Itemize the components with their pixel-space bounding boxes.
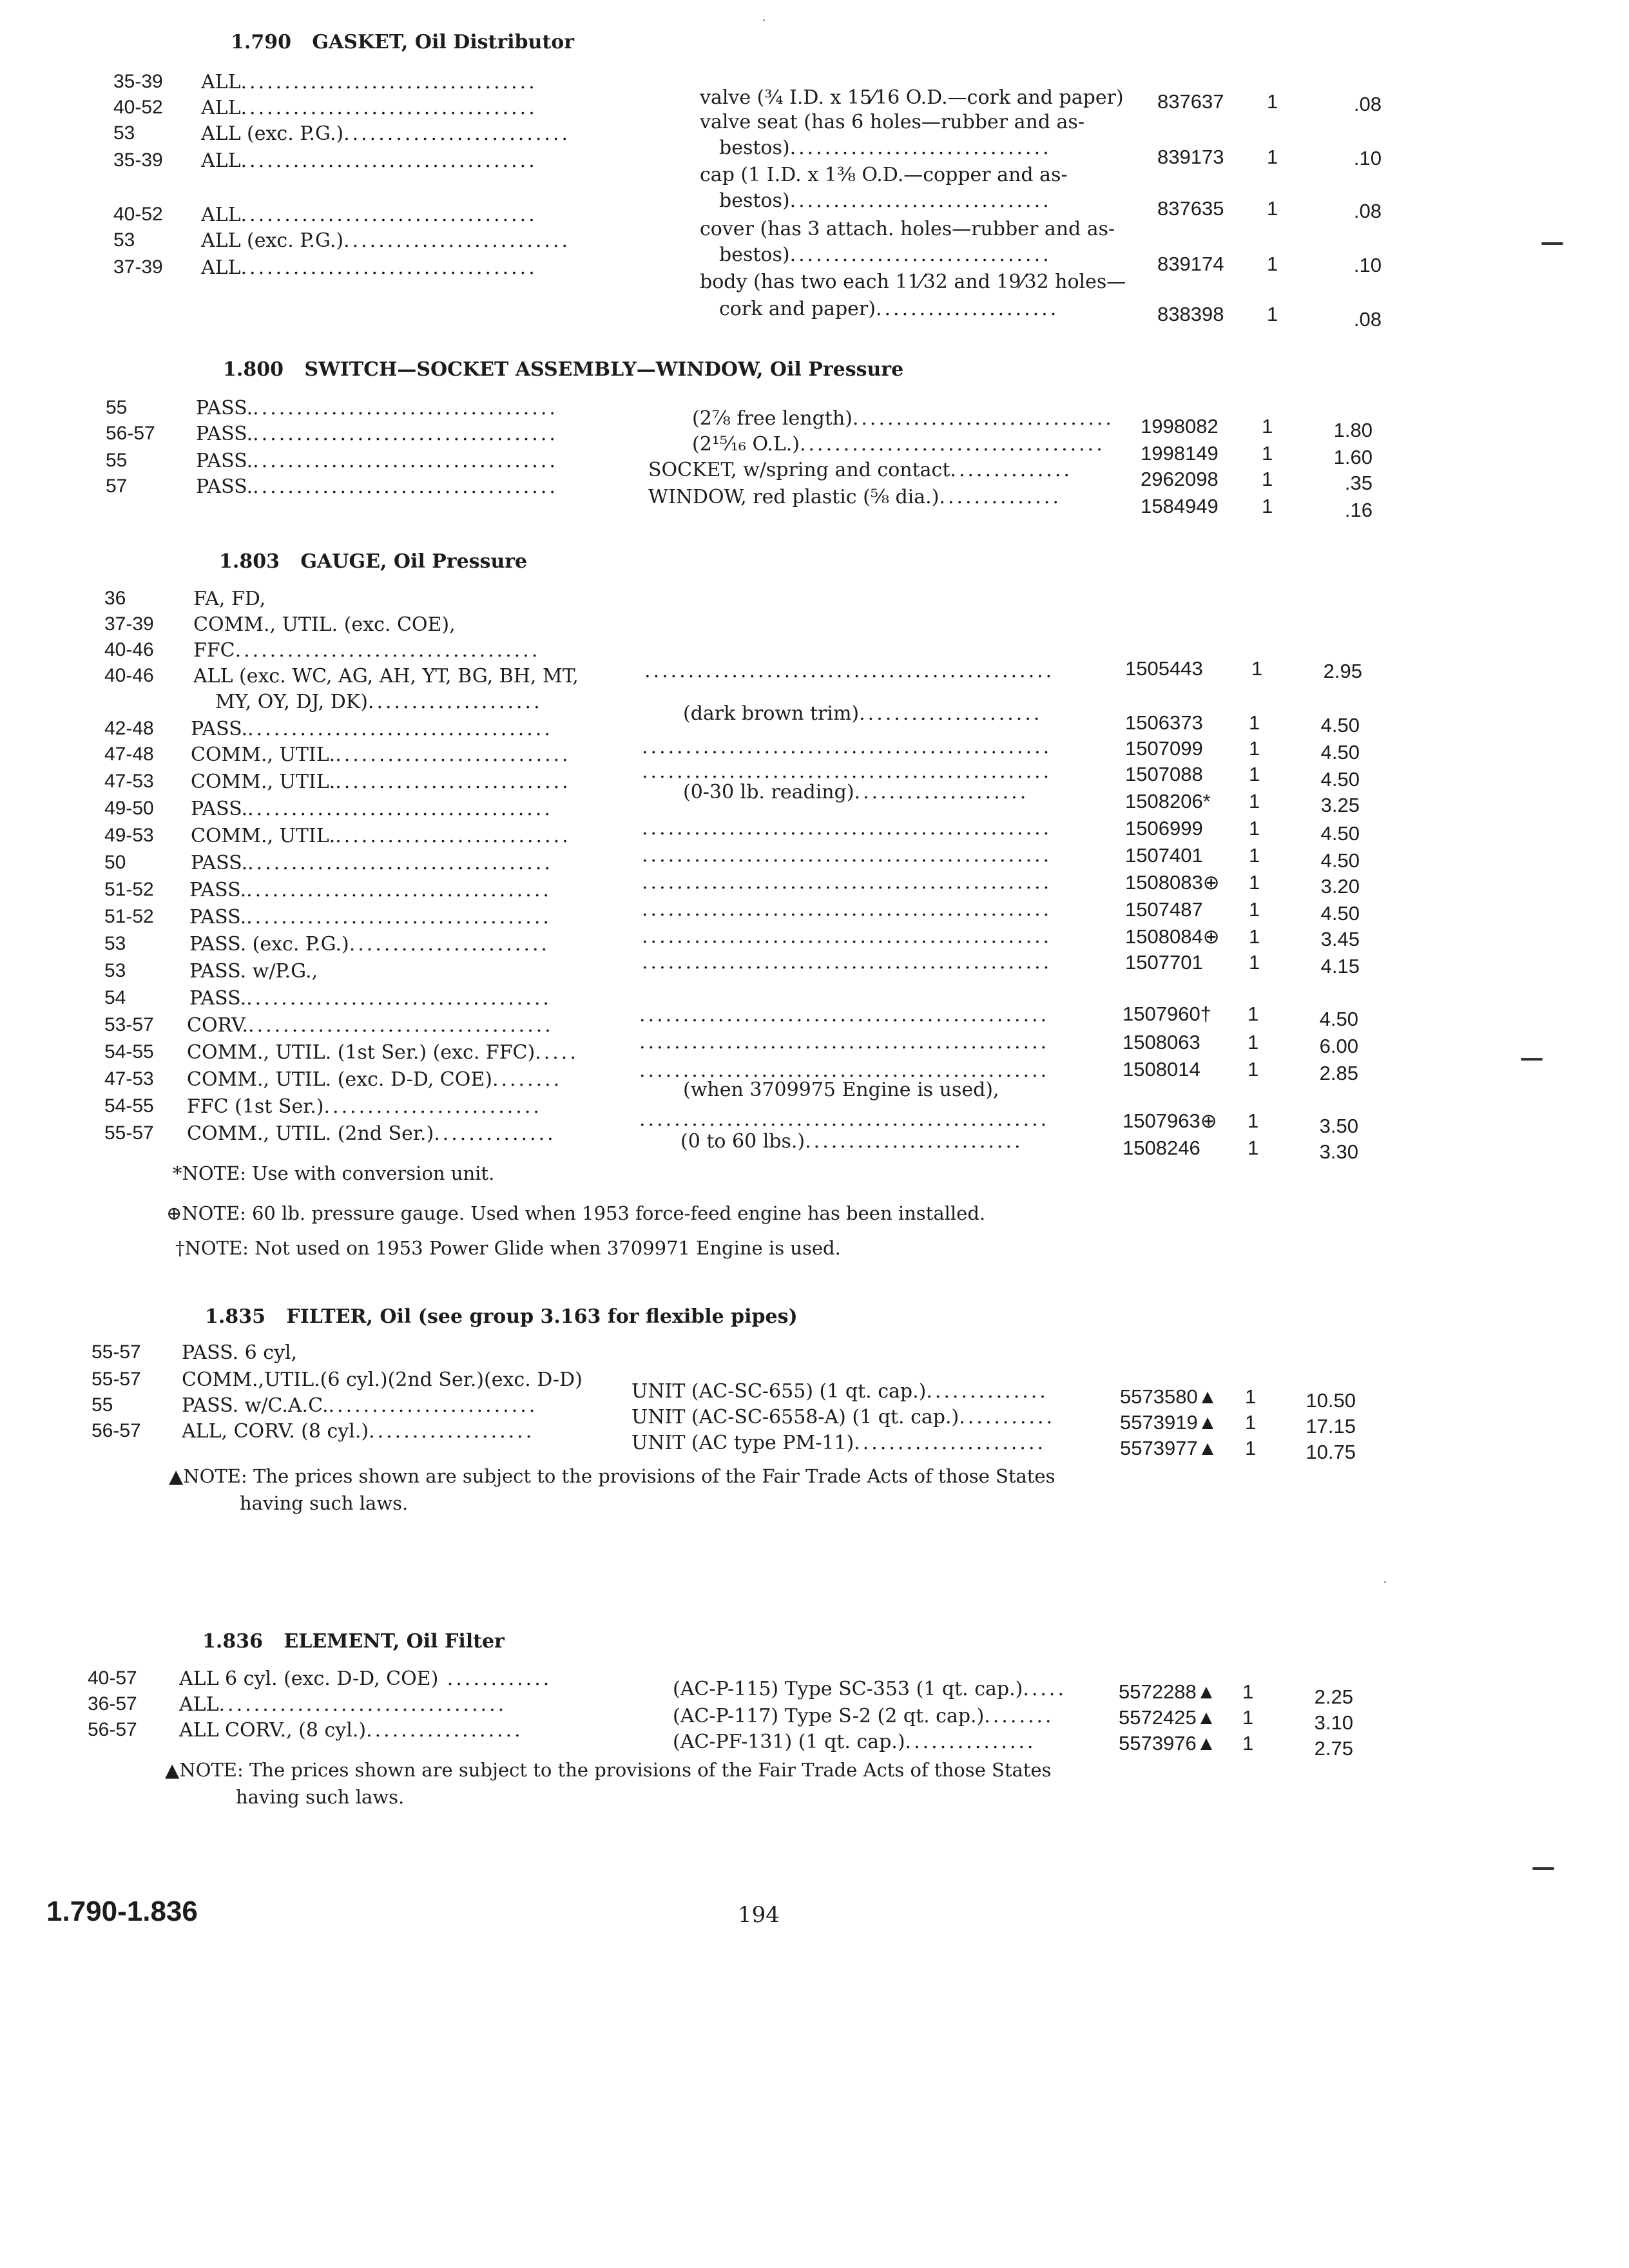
price: .35 (1344, 472, 1373, 494)
part-number: 1507487 (1125, 898, 1203, 921)
model: FFC................................... (193, 639, 541, 662)
part-description: ............................................... (639, 1004, 1050, 1026)
years: 36-57 (88, 1693, 137, 1715)
part-description-cont: bestos).............................. (719, 137, 1052, 159)
part-number: 839173 (1157, 146, 1224, 168)
part-description: UNIT (AC-SC-6558-A) (1 qt. cap.)........... (631, 1406, 1055, 1428)
part-number: 1507401 (1125, 844, 1203, 867)
part-description: ............................................... (642, 817, 1052, 840)
model: ALL (exc. P.G.).......................... (201, 229, 571, 252)
section-number: 1.835 (205, 1305, 265, 1328)
quantity: 1 (1248, 1003, 1259, 1025)
part-number: 1584949 (1141, 495, 1219, 517)
price: 4.50 (1320, 849, 1360, 872)
quantity: 1 (1249, 817, 1260, 840)
part-number: 1507088 (1125, 763, 1203, 785)
model: PASS. (exc. P.G.)....................... (189, 933, 550, 956)
quantity: 1 (1267, 90, 1278, 113)
years: 40-52 (113, 204, 163, 225)
years: 54-55 (104, 1041, 154, 1062)
part-description: (0 to 60 lbs.)......................... (680, 1130, 1023, 1153)
price: .10 (1353, 147, 1382, 169)
model: ALL (exc. P.G.).......................... (201, 122, 571, 145)
part-description: ............................................... (642, 844, 1052, 867)
model: COMM., UTIL. (2nd Ser.).............. (187, 1122, 556, 1145)
part-description: (2¹⁵⁄₁₆ O.L.)................................... (692, 433, 1105, 456)
years: 55-57 (92, 1341, 141, 1363)
part-number: 837635 (1157, 197, 1224, 220)
price: 4.15 (1320, 955, 1360, 977)
section-number: 1.836 (202, 1630, 263, 1653)
part-number: 1508083⊕ (1125, 871, 1220, 894)
section-title: FILTER, Oil (see group 3.163 for flexible pipes) (286, 1305, 798, 1328)
part-description: ............................................... (642, 736, 1052, 758)
years: 40-46 (104, 639, 154, 660)
years: 54 (104, 987, 126, 1008)
margin-mark (1521, 1058, 1543, 1061)
years: 42-48 (104, 718, 154, 739)
model: ALL.................................. (201, 204, 537, 226)
quantity: 1 (1249, 711, 1260, 734)
quantity: 1 (1249, 898, 1260, 921)
paper-speck (1384, 1581, 1386, 1583)
quantity: 1 (1249, 951, 1260, 974)
quantity: 1 (1262, 442, 1273, 465)
years: 49-53 (104, 825, 154, 846)
margin-mark (1541, 242, 1563, 245)
years: 53 (104, 960, 126, 981)
model: PASS. 6 cyl, (182, 1341, 298, 1364)
footnote: *NOTE: Use with conversion unit. (173, 1162, 495, 1184)
model: COMM., UTIL............................ (191, 825, 571, 847)
quantity: 1 (1262, 495, 1273, 517)
quantity: 1 (1249, 925, 1260, 948)
years: 35-39 (113, 149, 163, 171)
section-number: 1.803 (219, 550, 280, 573)
years: 51-52 (104, 879, 154, 900)
quantity: 1 (1251, 657, 1263, 680)
price: .16 (1344, 499, 1373, 521)
part-number: 1508084⊕ (1125, 925, 1220, 948)
price: 4.50 (1320, 714, 1360, 736)
part-description: ............................................... (642, 898, 1052, 921)
part-description: valve (¾ I.D. x 15⁄16 O.D.—cork and paper) (700, 86, 1124, 109)
part-description: (0-30 lb. reading).................... (683, 781, 1029, 803)
section-heading (219, 550, 527, 573)
years: 47-53 (104, 771, 154, 792)
model: FA, FD, (193, 588, 266, 610)
part-description: (2⅞ free length).............................. (692, 407, 1114, 430)
part-number: 839174 (1157, 253, 1224, 275)
quantity: 1 (1245, 1411, 1257, 1434)
paper-speck (763, 19, 765, 21)
model: CORV.................................... (187, 1014, 554, 1037)
years: 47-53 (104, 1068, 154, 1090)
quantity: 1 (1262, 468, 1273, 490)
price: 3.10 (1314, 1711, 1353, 1734)
part-number: 1998082 (1141, 415, 1219, 437)
model: ALL.................................. (201, 71, 537, 93)
model: PASS.................................... (196, 423, 558, 445)
part-description: ............................................... (642, 951, 1052, 974)
price: .10 (1353, 254, 1382, 276)
years: 37-39 (113, 256, 163, 278)
years: 40-57 (88, 1667, 137, 1689)
years: 54-55 (104, 1095, 154, 1117)
years: 57 (106, 476, 128, 497)
part-number: 1507960† (1123, 1003, 1211, 1025)
model: PASS.................................... (191, 718, 553, 740)
price: 2.85 (1319, 1062, 1358, 1084)
quantity: 1 (1245, 1437, 1257, 1459)
section-heading (202, 1630, 505, 1653)
price: 3.45 (1320, 928, 1360, 950)
years: 55 (106, 450, 128, 471)
model: PASS.................................... (196, 450, 558, 472)
margin-mark (1532, 1867, 1554, 1870)
quantity: 1 (1249, 763, 1260, 785)
part-number: 5572288▲ (1119, 1680, 1217, 1703)
part-description: (AC-P-117) Type S-2 (2 qt. cap.)........ (673, 1705, 1054, 1727)
model: ALL................................. (179, 1693, 507, 1716)
quantity: 1 (1267, 197, 1278, 220)
part-number: 1507099 (1125, 737, 1203, 760)
model: PASS.................................... (191, 798, 553, 820)
years: 53-57 (104, 1014, 154, 1035)
part-description: UNIT (AC-SC-655) (1 qt. cap.).............. (631, 1380, 1048, 1403)
group-range: 1.790-1.836 (46, 1896, 198, 1927)
part-number: 2962098 (1141, 468, 1219, 490)
years: 37-39 (104, 613, 154, 635)
model: COMM., UTIL. (exc. COE), (193, 613, 456, 636)
footnote: †NOTE: Not used on 1953 Power Glide when 3709971 Engine is used. (175, 1237, 841, 1259)
quantity: 1 (1242, 1680, 1254, 1703)
part-number: 1508246 (1123, 1137, 1200, 1159)
quantity: 1 (1249, 790, 1260, 812)
part-description: ............................................... (644, 660, 1055, 682)
part-description: valve seat (has 6 holes—rubber and as- (700, 111, 1084, 133)
quantity: 1 (1248, 1137, 1259, 1159)
part-description: (when 3709975 Engine is used), (683, 1079, 999, 1101)
section-title: GASKET, Oil Distributor (312, 31, 575, 53)
quantity: 1 (1248, 1058, 1259, 1081)
part-description: ............................................... (642, 925, 1052, 948)
model: PASS.................................... (189, 906, 552, 928)
part-description: ............................................... (639, 1108, 1050, 1131)
quantity: 1 (1249, 737, 1260, 760)
years: 47-48 (104, 744, 154, 765)
part-number: 1506999 (1125, 817, 1203, 840)
quantity: 1 (1242, 1706, 1254, 1729)
years: 56-57 (92, 1420, 141, 1441)
price: 6.00 (1319, 1035, 1358, 1057)
footnote: ▲NOTE: The prices shown are subject to the provisions of the Fair Trade Acts of those States having such laws. (165, 1759, 1052, 1808)
model: PASS.................................... (189, 987, 552, 1010)
section-number: 1.800 (223, 358, 284, 381)
quantity: 1 (1242, 1732, 1254, 1754)
section-number: 1.790 (231, 31, 291, 53)
price: 4.50 (1319, 1008, 1358, 1030)
section-title: SWITCH—SOCKET ASSEMBLY—WINDOW, Oil Pressure (304, 358, 904, 381)
footnote: ⊕NOTE: 60 lb. pressure gauge. Used when 1953 force-feed engine has been installed. (166, 1202, 986, 1224)
price: 3.25 (1320, 794, 1360, 816)
part-description: cap (1 I.D. x 1⅜ O.D.—copper and as- (700, 164, 1068, 186)
part-number: 5572425▲ (1119, 1706, 1217, 1729)
price: 3.50 (1319, 1115, 1358, 1137)
years: 51-52 (104, 906, 154, 927)
part-number: 837637 (1157, 90, 1224, 113)
model: PASS. w/P.G., (189, 960, 318, 983)
quantity: 1 (1248, 1031, 1259, 1053)
part-description: WINDOW, red plastic (⅝ dia.).............. (648, 486, 1061, 508)
part-description: cover (has 3 attach. holes—rubber and as- (700, 218, 1115, 240)
part-number: 1508206* (1125, 790, 1211, 812)
part-number: 1508063 (1123, 1031, 1200, 1053)
part-number: 1505443 (1125, 657, 1203, 680)
model: FFC (1st Ser.)......................... (187, 1095, 542, 1118)
quantity: 1 (1267, 146, 1278, 168)
part-number: 1507963⊕ (1123, 1110, 1217, 1132)
price: 2.25 (1314, 1686, 1353, 1708)
part-number: 1508014 (1123, 1058, 1200, 1081)
section-heading (205, 1305, 798, 1328)
model: ALL (exc. WC, AG, AH, YT, BG, BH, MT, (193, 665, 579, 687)
part-description: SOCKET, w/spring and contact.............. (648, 459, 1072, 481)
part-number: 5573977▲ (1120, 1437, 1218, 1459)
model: COMM., UTIL............................ (191, 744, 571, 766)
model: PASS.................................... (189, 879, 552, 901)
price: 3.20 (1320, 875, 1360, 898)
part-description: body (has two each 11⁄32 and 19⁄32 holes— (700, 271, 1126, 293)
price: 10.75 (1306, 1441, 1356, 1463)
part-description-cont: bestos).............................. (719, 244, 1052, 266)
years: 40-52 (113, 97, 163, 118)
part-number: 5573919▲ (1120, 1411, 1218, 1434)
price: 2.75 (1314, 1737, 1353, 1760)
part-description: ............................................... (642, 760, 1052, 783)
quantity: 1 (1245, 1385, 1257, 1408)
model: COMM.,UTIL.(6 cyl.)(2nd Ser.)(exc. D-D) (182, 1369, 583, 1391)
price: 4.50 (1320, 741, 1360, 764)
model: ALL CORV., (8 cyl.).................. (179, 1719, 523, 1742)
part-number: 1998149 (1141, 442, 1219, 465)
model: PASS.................................... (196, 476, 558, 498)
quantity: 1 (1262, 415, 1273, 437)
model: PASS.................................... (196, 397, 558, 419)
price: 1.80 (1333, 419, 1373, 441)
part-description: (AC-PF-131) (1 qt. cap.)............... (673, 1731, 1036, 1753)
price: .08 (1353, 200, 1382, 222)
price: 17.15 (1306, 1415, 1356, 1437)
part-description: ............................................... (639, 1059, 1050, 1082)
page-number: 194 (738, 1902, 780, 1928)
years: 53 (113, 122, 135, 144)
part-description: (dark brown trim)..................... (683, 702, 1043, 725)
part-number: 838398 (1157, 303, 1224, 325)
part-description: ............................................... (639, 1031, 1050, 1053)
section-heading (231, 31, 574, 53)
part-description: ............................................... (642, 871, 1052, 894)
price: 3.30 (1319, 1140, 1358, 1163)
years: 55-57 (92, 1369, 141, 1390)
model: ALL.................................. (201, 97, 537, 119)
part-description-cont: cork and paper)..................... (719, 298, 1059, 320)
footnote: ▲NOTE: The prices shown are subject to the provisions of the Fair Trade Acts of those States having such laws. (169, 1465, 1055, 1514)
quantity: 1 (1249, 844, 1260, 867)
years: 56-57 (88, 1719, 137, 1740)
price: .08 (1353, 308, 1382, 331)
years: 50 (104, 852, 126, 873)
quantity: 1 (1267, 253, 1278, 275)
years: 36 (104, 588, 126, 609)
model: PASS. w/C.A.C......................... (182, 1394, 538, 1417)
part-number: 1507701 (1125, 951, 1203, 974)
years: 53 (113, 229, 135, 251)
price: 4.50 (1320, 822, 1360, 845)
section-title: ELEMENT, Oil Filter (284, 1630, 505, 1653)
model: COMM., UTIL. (1st Ser.) (exc. FFC)..... (187, 1041, 579, 1064)
price: 4.50 (1320, 902, 1360, 925)
years: 55 (106, 397, 128, 418)
model: COMM., UTIL. (exc. D-D, COE)........ (187, 1068, 563, 1091)
price: 2.95 (1323, 660, 1362, 682)
years: 49-50 (104, 798, 154, 819)
years: 53 (104, 933, 126, 954)
model: PASS.................................... (191, 852, 553, 874)
model: ALL.................................. (201, 149, 537, 172)
price: 4.50 (1320, 768, 1360, 791)
part-number: 5573580▲ (1120, 1385, 1218, 1408)
part-description: (AC-P-115) Type SC-353 (1 qt. cap.)..... (673, 1678, 1067, 1700)
section-heading (223, 358, 903, 381)
years: 55 (92, 1394, 113, 1416)
price: 10.50 (1306, 1389, 1356, 1412)
quantity: 1 (1267, 303, 1278, 325)
years: 35-39 (113, 71, 163, 92)
model: COMM., UTIL............................ (191, 771, 571, 793)
model: ALL.................................. (201, 256, 537, 279)
years: 40-46 (104, 665, 154, 686)
part-description-cont: bestos).............................. (719, 189, 1052, 212)
model: ALL 6 cyl. (exc. D-D, COE) ............ (179, 1667, 552, 1690)
quantity: 1 (1249, 871, 1260, 894)
section-title: GAUGE, Oil Pressure (300, 550, 528, 573)
quantity: 1 (1248, 1110, 1259, 1132)
years: 56-57 (106, 423, 155, 444)
part-number: 5573976▲ (1119, 1732, 1217, 1754)
price: .08 (1353, 93, 1382, 115)
price: 1.60 (1333, 446, 1373, 468)
part-number: 1506373 (1125, 711, 1203, 734)
model-cont: MY, OY, DJ, DK).................... (215, 691, 543, 713)
part-description: UNIT (AC type PM-11)...................... (631, 1432, 1046, 1454)
model: ALL, CORV. (8 cyl.)................... (182, 1420, 535, 1443)
years: 55-57 (104, 1122, 154, 1144)
